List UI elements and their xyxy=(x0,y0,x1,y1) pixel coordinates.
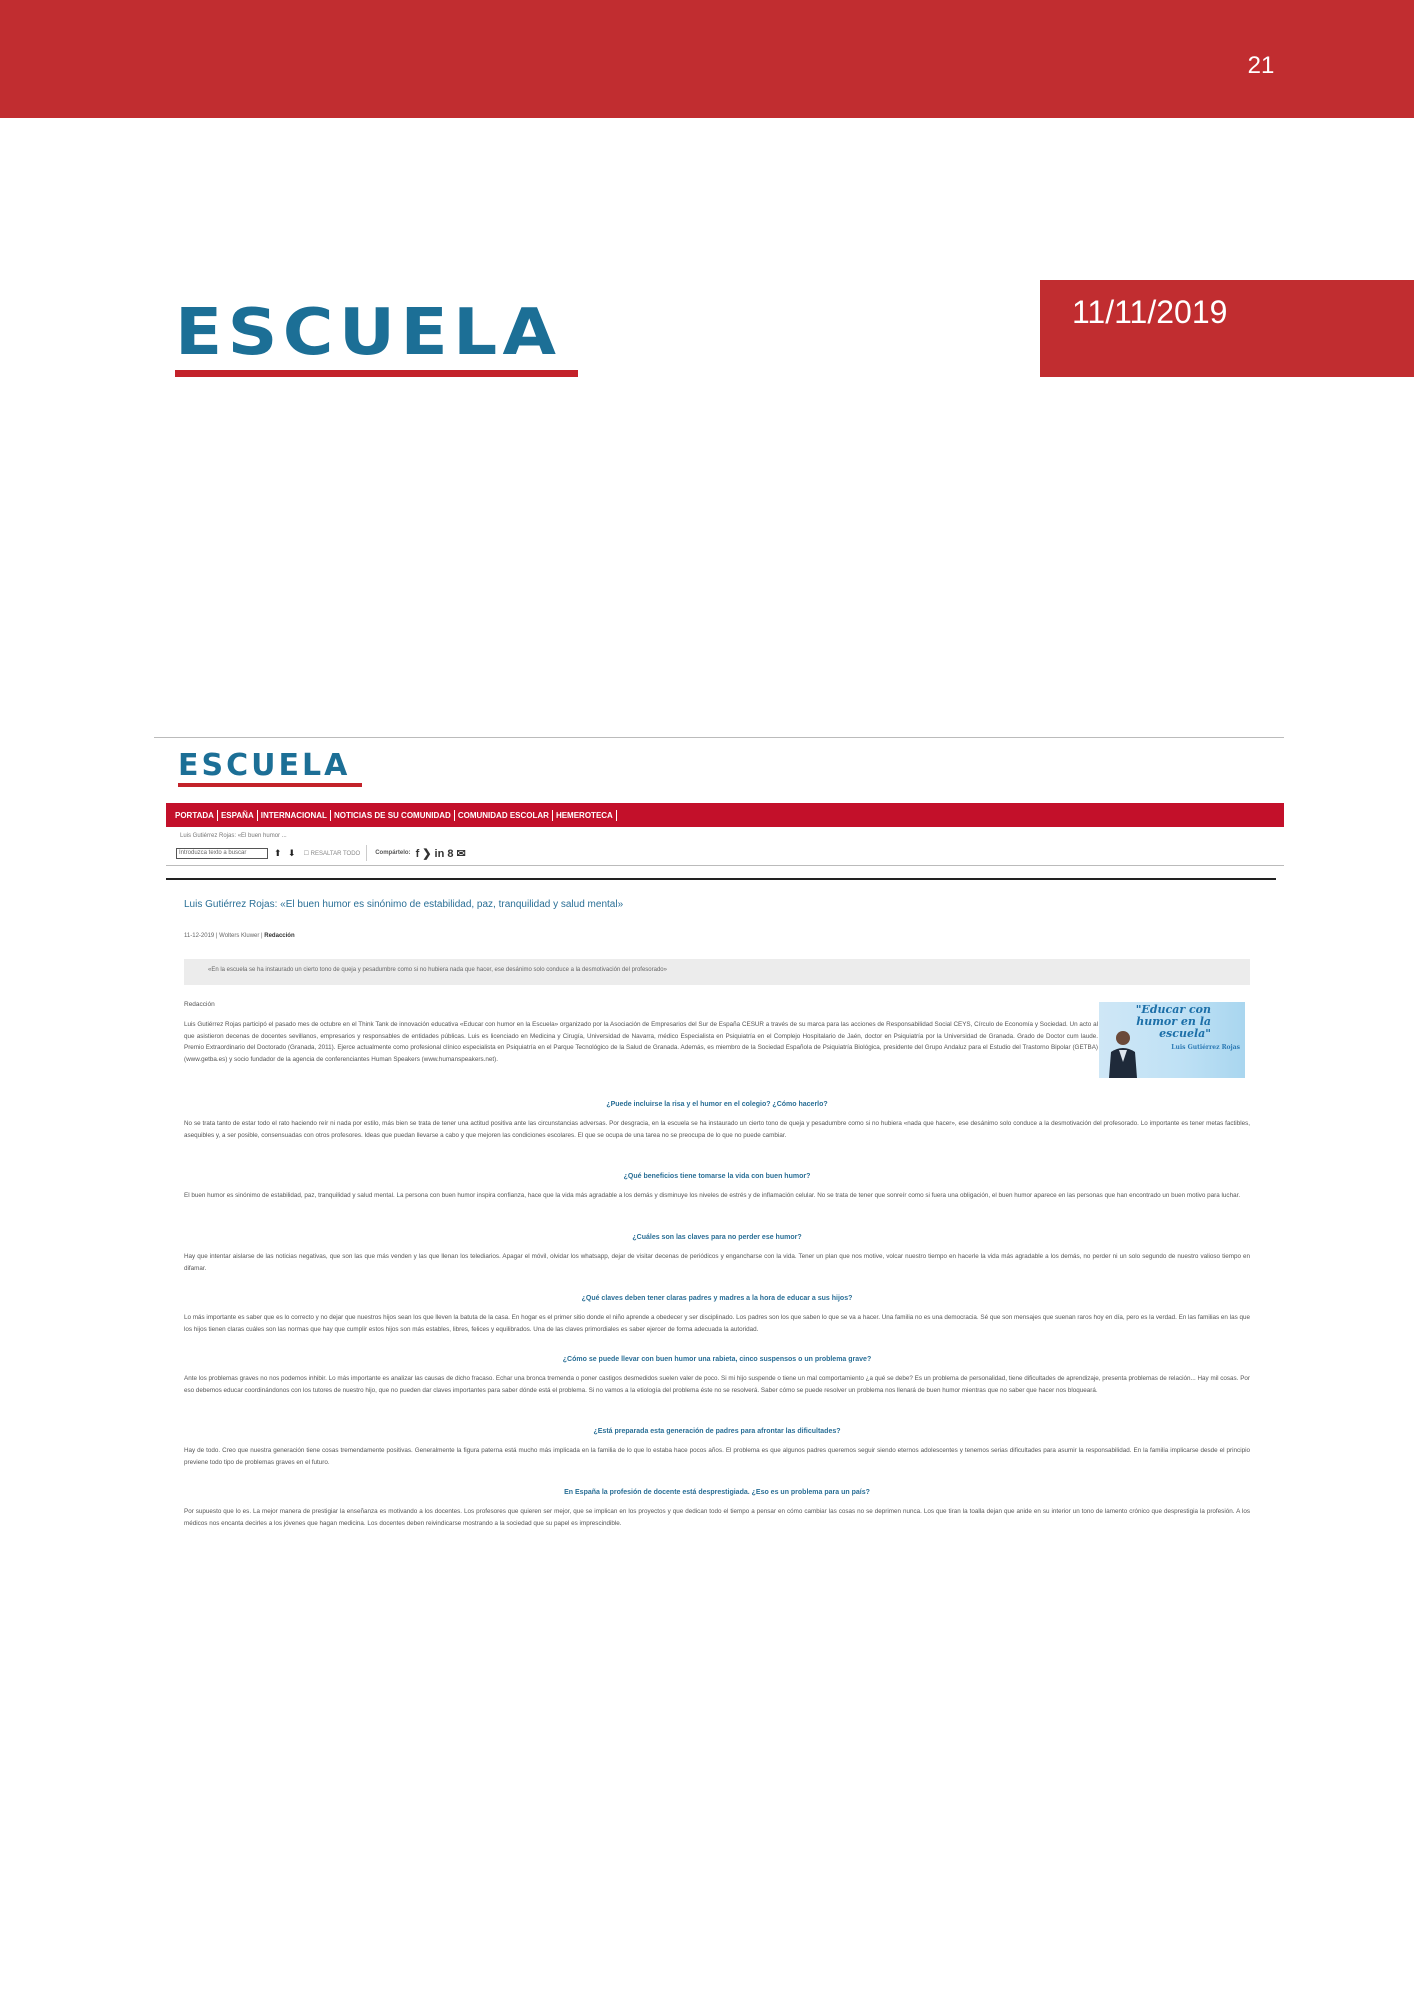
article-title: Luis Gutiérrez Rojas: «El buen humor es sinónimo de estabilidad, paz, tranquilidad y salud mental» xyxy=(184,899,624,910)
answer-paragraph: Hay de todo. Creo que nuestra generación tiene cosas tremendamente positivas. Generalmente la figura paterna está mucho más implicada en la familia de lo que lo estaba hace pocos años. El problema es que algunos padres queremos seguir siendo eternos adolescentes y tenemos serias dificultades para asumir la responsabilidad. En la familia implicarse desde el principio previene todo tipo de problemas graves en el futuro. xyxy=(184,1447,1250,1466)
nav-item-hemeroteca[interactable]: HEMEROTECA xyxy=(553,810,617,821)
question-heading: En España la profesión de docente está desprestigiada. ¿Eso es un problema para un país? xyxy=(564,1489,870,1496)
photo-caption: Luis Gutiérrez Rojas xyxy=(1171,1044,1240,1051)
header-band xyxy=(0,0,1414,118)
photo-title: "Educar con humor en la escuela" xyxy=(1135,1003,1211,1040)
logo-text: ESCUELA xyxy=(175,296,562,370)
social-share-icons[interactable]: f ❯ in 8 ✉ xyxy=(415,847,466,860)
article-author: Redacción xyxy=(184,1001,215,1008)
clipping-logo-underline xyxy=(178,783,362,787)
share-label: Compártelo: xyxy=(375,850,411,856)
question-heading: ¿Qué claves deben tener claras padres y madres a la hora de educar a sus hijos? xyxy=(581,1295,853,1302)
nav-item-comunidad-escolar[interactable]: COMUNIDAD ESCOLAR xyxy=(455,810,553,821)
article-pullquote: «En la escuela se ha instaurado un cierto tono de queja y pesadumbre como si no hubiera nada que hacer, ese desánimo solo conduce a la desmotivación del profesorado» xyxy=(184,959,1250,985)
article-toolbar xyxy=(176,845,466,861)
nav-item-noticias[interactable]: NOTICIAS DE SU COMUNIDAD xyxy=(331,810,455,821)
question-heading: ¿Cuáles son las claves para no perder ese humor? xyxy=(632,1234,802,1241)
clipping-logo xyxy=(178,750,362,787)
divider xyxy=(154,737,1284,738)
article-intro: Luis Gutiérrez Rojas participó el pasado mes de octubre en el Think Tank de innovación educativa «Educar con humor en la Escuela» organizado por la Asociación de Empresarios del Sur de España CESUR a través de su marca para las acciones de Responsabilidad Social CEYS, Círculo de Economía y Sociedad. Un acto al que asistieron decenas de docentes sevillanos, empresarios y responsables de entidades públicas. Luis es licenciado en Medicina y Cirugía, Universidad de Navarra, médico Especialista en Psiquiatría en el Complejo Hospitalario de Jaén, doctor en Psiquiatría por la Universidad de Granada. Grado de Doctor cum laude. Premio Extraordinario del Doctorado (Granada, 2011). Ejerce actualmente como profesional clínico especialista en Psiquiatría en el Parque Tecnológico de la Salud de Granada. Además, es miembro de la Sociedad Española de Psiquiatría Biológica, presidente del Grupo Andaluz para el Estudio del Trastorno Bipolar (GETBA) (www.getba.es) y socio fundador de la agencia de conferenciantes Human Speakers (www.humanspeakers.net). xyxy=(184,1021,1098,1063)
nav-item-internacional[interactable]: INTERNACIONAL xyxy=(258,810,331,821)
article-meta-author: Redacción xyxy=(264,933,295,939)
answer-paragraph: Lo más importante es saber que es lo correcto y no dejar que nuestros hijos sean los que lleven la batuta de la casa. En hogar es el primer sitio donde el niño aprende a obedecer y ser disciplinado. Los padres son los que saben lo que se va a hacer. Una familia no es una democracia. Sé que son mensajes que suenan raros hoy en día, pero es la verdad. En las familias en las que los hijos tienen claras cuáles son las normas que hay que cumplir estos hijos son más estables, libres, felices y equilibrados. Una de las claves primordiales es saber ejercer de forma adecuada la autoridad. xyxy=(184,1314,1250,1333)
logo-underline xyxy=(175,370,578,377)
divider-dark xyxy=(166,878,1276,880)
question-heading: ¿Qué beneficios tiene tomarse la vida con buen humor? xyxy=(623,1173,811,1180)
question-heading: ¿Está preparada esta generación de padres para afrontar las dificultades? xyxy=(593,1428,841,1435)
search-input[interactable]: Introduzca texto a buscar xyxy=(176,848,268,859)
nav-item-espana[interactable]: ESPAÑA xyxy=(218,810,258,821)
breadcrumb: Luis Gutiérrez Rojas: «El buen humor ... xyxy=(180,833,287,839)
answer-paragraph: Ante los problemas graves no nos podemos inhibir. Lo más importante es analizar las causas de dicho fracaso. Echar una bronca tremenda o poner castigos desmedidos suelen valer de poco. Si mi hijo suspende o tiene un mal comportamiento ¿a qué se debe? Es un problema de personalidad, tiene dificultades de aprendizaje, presenta problemas de relación... Hay mil cosas. Por eso debemos educar coordinándonos con los tutores de nuestro hijo, que no pueden dar claves importantes para saber dónde está el problema. Si no vamos a la etiología del problema éste no se resolverá. Saber cómo se puede resolver un problema nos llenará de buen humor mientras que no saber que hacer nos bloqueará. xyxy=(184,1375,1250,1394)
nav-item-portada[interactable]: PORTADA xyxy=(172,810,218,821)
answer-paragraph: No se trata tanto de estar todo el rato haciendo reír ni nada por estilo, más bien se trata de tener una actitud positiva ante las circunstancias adversas. Por desgracia, en la escuela se ha instaurado un cierto tono de queja y pesadumbre como si no hubiera «nada que hacer», ese desánimo solo conduce a la desmotivación del profesorado. Lo importante es tener metas factibles, asequibles y, a ser posible, consensuadas con otros profesores. Ideas que puedan llevarse a cabo y que mejoren las condiciones escolares. El que se ocupa de una tarea no se preocupa de lo que no puede cambiar. xyxy=(184,1120,1250,1139)
clipping-nav-bar xyxy=(166,803,1284,827)
page-number: 21 xyxy=(1247,52,1275,79)
highlight-all-checkbox[interactable]: ☐ RESALTAR TODO xyxy=(303,850,361,857)
answer-paragraph: El buen humor es sinónimo de estabilidad, paz, tranquilidad y salud mental. La persona con buen humor inspira confianza, hace que la vida más agradable a los demás y disminuye los niveles de estrés y de inflamación celular. No se trata de tener que sonreír como si fuera una obligación, el buen humor aparece en las personas que han encontrado un buen motivo para luchar. xyxy=(184,1192,1241,1199)
answer-paragraph: Por supuesto que lo es. La mejor manera de prestigiar la enseñanza es motivando a los docentes. Los profesores que quieren ser mejor, que se implican en los proyectos y que dedican todo el tiempo a pensar en cómo cambiar las cosas no se deprimen nunca. Los que tiran la toalla dejan que anide en su interior un tono de lamento crónico que desprestigia la profesión. A los médicos nos encanta decirles a los jóvenes que hagan medicina. Los docentes deben reivindicarse mostrando a la sociedad que su papel es imprescindible. xyxy=(184,1508,1250,1527)
article-photo xyxy=(1099,1002,1245,1078)
arrow-nav-icons[interactable]: ⬆ ⬇ xyxy=(274,847,298,858)
article-meta-prefix: 11-12-2019 | Wolters Kluwer | xyxy=(184,933,265,939)
clipping-logo-text: ESCUELA xyxy=(178,748,351,783)
question-heading: ¿Cómo se puede llevar con buen humor una rabieta, cinco suspensos o un problema grave? xyxy=(562,1356,872,1363)
answer-paragraph: Hay que intentar aislarse de las noticias negativas, que son las que más venden y las que llenan los telediarios. Apagar el móvil, olvidar los whatsapp, dejar de visitar decenas de periódicos y engancharse con la vida. Tener un plan que nos motive, volcar nuestro tiempo en hacerle la vida más agradable a los demás, no perder ni un solo segundo de nuestro valioso tiempo en difamar. xyxy=(184,1253,1250,1272)
date-text: 11/11/2019 xyxy=(1072,294,1228,330)
question-heading: ¿Puede incluirse la risa y el humor en el colegio? ¿Cómo hacerlo? xyxy=(606,1101,828,1108)
press-clipping xyxy=(154,737,1284,1537)
toolbar-separator xyxy=(366,845,367,861)
divider-thin xyxy=(166,865,1284,866)
date-badge xyxy=(1040,280,1414,377)
escuela-logo xyxy=(175,296,580,382)
article-meta xyxy=(184,933,295,939)
